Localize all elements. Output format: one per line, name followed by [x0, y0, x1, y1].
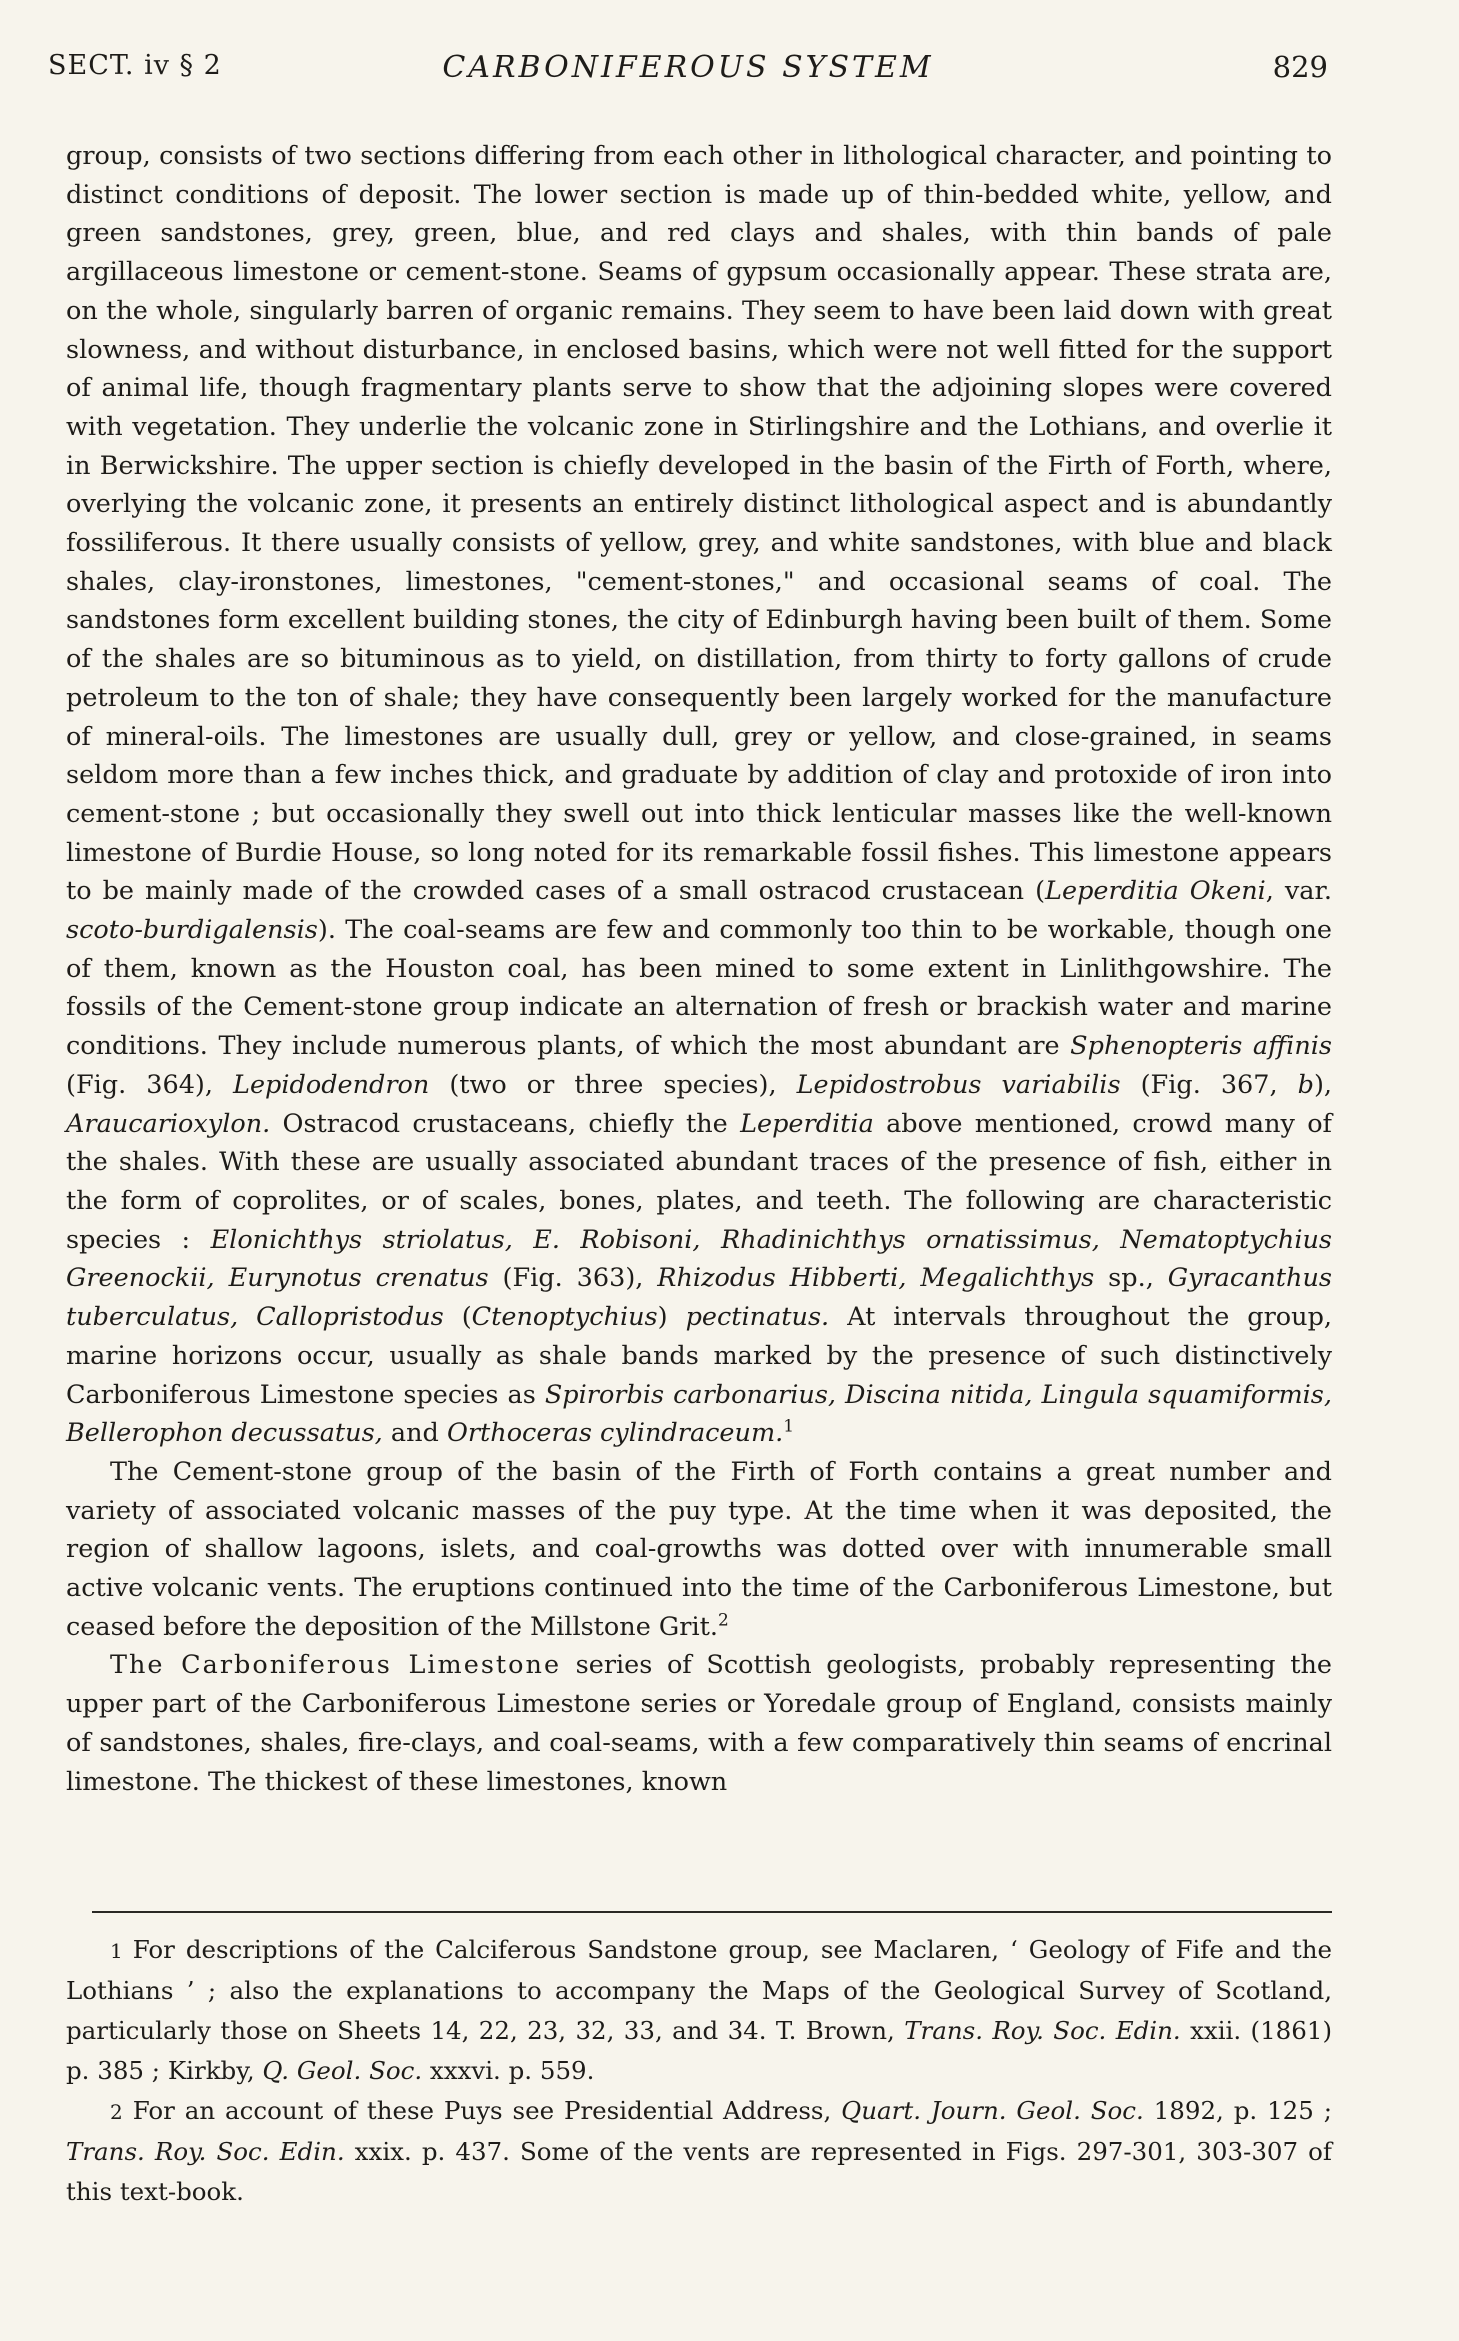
footnote-ref-2: 2 [717, 1610, 729, 1631]
footnotes [66, 1930, 1332, 2212]
main-text [66, 137, 1332, 1801]
section-label: SECT. iv § 2 [48, 50, 222, 81]
page-number: 829 [1272, 50, 1328, 84]
running-title: CARBONIFEROUS SYSTEM [442, 50, 934, 85]
running-header [48, 50, 1328, 90]
paragraph-volcanic-masses: The Cement-stone group of the basin of the Firth of Forth contains a great number and variety of associated volcanic masses of the puy type. At the time when it was deposited, the region of shallow lagoons, islets, and coal-growths was dotted over with innumerable small active volcanic vents. The eruptions continued into the time of the Carboniferous Limestone, but ceased before the deposition of the Millstone Grit.$^2$ [66, 1456, 1332, 1642]
footnote-divider [92, 1911, 1332, 1913]
footnote-2: 2 For an account of these Puys see Presidential Address, Quart. Journ. Geol. Soc. 1892, p. 125 ; Trans. Roy. Soc. Edin. xxix. p. 437. Some of the vents are represented in Figs. 297-301, 303-307 of this text-book. [66, 2096, 1333, 2206]
paragraph-cement-stone-group: group, consists of two sections differing from each other in lithological character, and pointing to distinct conditions of deposit. The lower section is made up of thin-bedded white, yellow, and green sandstones, grey, green, blue, and red clays and shales, with thin bands of pale argillaceous limestone or cement-stone. Seams of gypsum occasionally appear. These strata are, on the whole, singularly barren of organic remains. They seem to have been laid down with great slowness, and without disturbance, in enclosed basins, which were not well fitted for the support of animal life, though fragmentary plants serve to show that the adjoining slopes were covered with vegetation. They underlie the volcanic zone in Stirlingshire and the Lothians, and overlie it in Berwickshire. The upper section is chiefly developed in the basin of the Firth of Forth, where, overlying the volcanic zone, it presents an entirely distinct lithological aspect and is abundantly fossiliferous. It there usually consists of yellow, grey, and white sandstones, with blue and black shales, clay-ironstones, limestones, "cement-stones," and occasional seams of coal. The sandstones form excellent building stones, the city of Edinburgh having been built of them. Some of the shales are so bituminous as to yield, on distillation, from thirty to forty gallons of crude petroleum to the ton of shale; they have consequently been largely worked for the manufacture of mineral-oils. The limestones are usually dull, grey or yellow, and close-grained, in seams seldom more than a few inches thick, and graduate by addition of clay and protoxide of iron into cement-stone ; but occasionally they swell out into thick lenticular masses like the well-known limestone of Burdie House, so long noted for its remarkable fossil fishes. This limestone appears to be mainly made of the crowded cases of a small ostracod crustacean (Leperditia Okeni, var. scoto-burdigalensis). The coal-seams are few and commonly too thin to be workable, though one of them, known as the Houston coal, has been mined to some extent in Linlithgowshire. The fossils of the Cement-stone group indicate an alternation of fresh or brackish water and marine conditions. They include numerous plants, of which the most abundant are Sphenopteris affinis (Fig. 364), Lepidodendron (two or three species), Lepidostrobus variabilis (Fig. 367, b), Araucarioxylon. Ostracod crustaceans, chiefly the Leperditia above mentioned, crowd many of the shales. With these are usually associated abundant traces of the presence of fish, either in the form of coprolites, or of scales, bones, plates, and teeth. The following are characteristic species : Elonichthys striolatus, E. Robisoni, Rhadinichthys ornatissimus, Nematoptychius Greenockii, Eurynotus crenatus (Fig. 363), Rhizodus Hibberti, Megalichthys sp., Gyracanthus tuberculatus, Callopristodus (Ctenoptychius) pectinatus. At intervals throughout the group, marine horizons occur, usually as shale bands marked by the presence of such distinctively Carboniferous Limestone species as Spirorbis carbonarius, Discina nitida, Lingula squamiformis, Bellerophon decussatus, and Orthoceras cylindraceum.$^1$ [66, 141, 1333, 1449]
footnote-1: 1 For descriptions of the Calciferous Sandstone group, see Maclaren, ‘ Geology of Fife and the Lothians ’ ; also the explanations to accompany the Maps of the Geological Survey of Scotland, particularly those on Sheets 14, 22, 23, 32, 33, and 34. T. Brown, Trans. Roy. Soc. Edin. xxii. (1861) p. 385 ; Kirkby, Q. Geol. Soc. xxxvi. p. 559. [66, 1935, 1333, 2085]
paragraph-carboniferous-limestone: The Carboniferous Limestone series of Scottish geologists, probably representing the upper part of the Carboniferous Limestone series or Yoredale group of England, consists mainly of sandstones, shales, fire-clays, and coal-seams, with a few comparatively thin seams of encrinal limestone. The thickest of these limestones, known [66, 1650, 1332, 1797]
footnote-ref-1: 1 [783, 1416, 795, 1437]
